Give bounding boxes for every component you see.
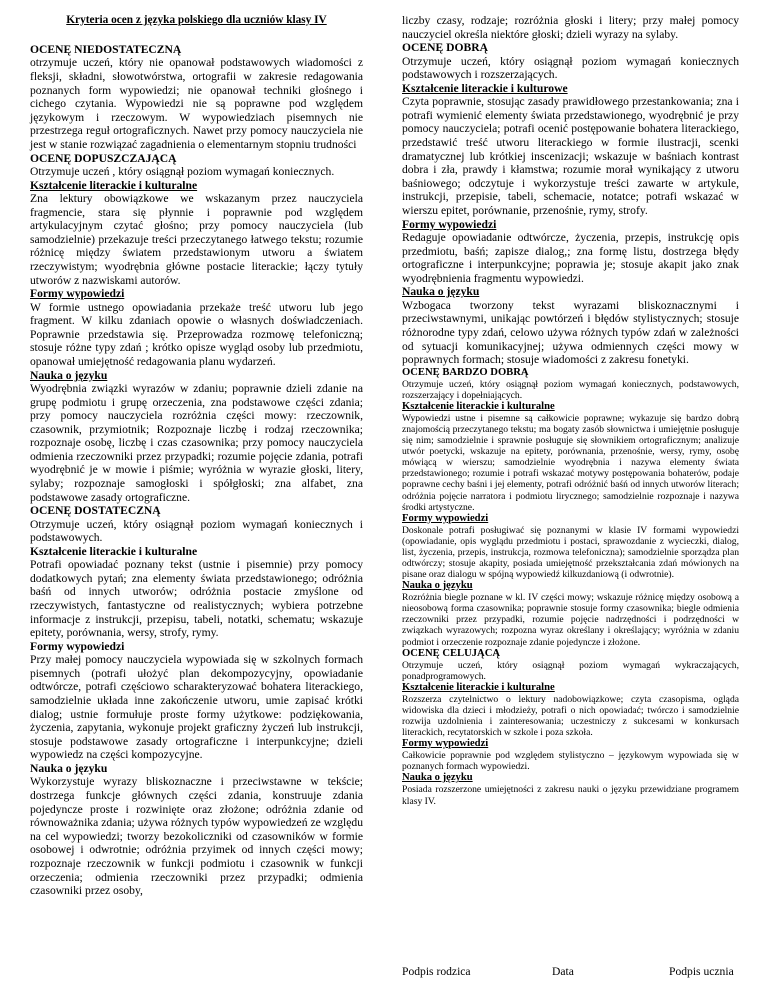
parent-signature-label: Podpis rodzica: [402, 965, 471, 978]
section-heading: Nauka o języku: [402, 285, 480, 299]
section-heading: Nauka o języku: [30, 368, 108, 382]
section-heading: Nauka o języku: [402, 772, 473, 784]
section-text: Przy małej pomocy nauczyciela wypowiada się w szkolnych formach pisemnych (potrafi ułożyć plan dekompozycyjny, opowiadanie odtwórcze, potrafi częściowo scharakteryzować bohatera literackiego, samodzielnie układa inne zakończenie utworu, umie zapisać krótki dialog; ustnie formułuje proste formy użytkowe: podziękowania, życzenia, zapytania, wykonuje projekt graficzny życzeń lub instrukcji, stosuje podstawowe zasady ortograficzne i interpunkcyjne; dzieli wypowiedz na części kompozycyjne.: [30, 653, 363, 762]
grade-satisfactory-text: Otrzymuje uczeń, który osiągnął poziom wymagań koniecznych i podstawowych.: [30, 517, 363, 545]
section-text: Wyodrębnia związki wyrazów w zdaniu; poprawnie dzieli zdanie na grupę podmiotu i grupę orzeczenia, zna podstawowe części zdania; przy pomocy nauczyciela rozróżnia części mowy: rzeczownik, czasownik, przymiotnik; Rozpoznaje liczbę i rodzaj rzeczownika; rozpoznaje osobę, liczbę i czas czasownika; przy pomocy nauczyciela odmienia rzeczowniki przez przypadki; rozumie pojęcie zdania, potrafi wyodrębnić je w mowie i piśmie; wyróżnia w wyrazie głoski, litery, sylaby; rozpoznaje samogłoski i spółgłoski; zna alfabet, zna podstawowe zasady ortograficzne.: [30, 381, 363, 504]
left-column: [30, 14, 363, 898]
right-column: [402, 14, 739, 807]
grade-very-good-heading: OCENĘ BARDZO DOBRĄ: [402, 366, 529, 378]
continued-text: liczby czasy, rodzaje; rozróżnia głoski i litery; przy małej pomocy nauczyciel określa niektóre głoski; dzieli wyrazy na sylaby.: [402, 14, 739, 41]
section-heading: Formy wypowiedzi: [402, 217, 497, 231]
section-heading: Kształcenie literackie i kulturowe: [402, 81, 568, 95]
section-text: Czyta poprawnie, stosując zasady prawidłowego przestankowania; zna i potrafi wymienić elementy świata przedstawionego, wyodrębnić je przy pomocy nauczyciela; potrafi ocenić postępowanie bohatera literackiego, przedstawić treść utworu literackiego w formie ilustracji, scenki dramatycznej lub krótkiej inscenizacji; wskazuje w baśniach kontrast dobra i zła, prawdy i kłamstwa; rozumie morał wynikający z utworu baśniowego; odczytuje i wykorzystuje treści zawarte w artykule, instrukcji, przepisie, tabeli, schemacie, notatce; potrafi wskazać w wierszu epitet, porównanie, przenośnie, rymy, strofy.: [402, 95, 739, 217]
section-text: Posiada rozszerzone umiejętności z zakresu nauki o języku przewidziane programem klasy IV.: [402, 784, 739, 807]
section-heading: Formy wypowiedzi: [30, 287, 125, 301]
grade-excellent-text: Otrzymuje uczeń, który osiągnął poziom wymagań wykraczających, ponadprogramowych.: [402, 659, 739, 682]
section-text: Wykorzystuje wyrazy bliskoznaczne i przeciwstawne w tekście; dostrzega funkcje głównych części zdania, konstruuje zdania pojedyncze proste i rozwinięte oraz złożone; odróżnia zdanie od równoważnika zdania; używa różnych typów wypowiedzeń ze względu na cel wypowiedzi; tworzy bezokoliczniki od czasowników w formie osobowej i odwrotnie; odróżnia przyimek od innych części mowy; rozpoznaje rzeczownik w funkcji podmiotu i czasownik w funkcji orzeczenia; odmienia rzeczowniki przez przypadki; odmienia czasowniki przez osoby,: [30, 775, 363, 898]
grade-sufficient-text: Otrzymuje uczeń , który osiągnął poziom wymagań koniecznych.: [30, 164, 335, 178]
section-text: Rozróżnia biegle poznane w kl. IV części mowy; wskazuje różnicę między osobową a nieosobową forma czasownika; poprawnie stosuje formy czasownika; biegle odmienia rzeczowniki przez przypadki, rozumie pojęcie nadrzędności i podrzędności w związkach wyrazowych; rozpozna wyraz określany i określający; wyróżnia w zdaniu podmiot i orzeczenie rozpoznaje zdanie pojedyncze i złożone.: [402, 592, 739, 648]
section-text: Wzbogaca tworzony tekst wyrazami bliskoznacznymi i przeciwstawnymi, unikając powtórzeń i błędów stylistycznych; stosuje różnorodne typy zdań, celowo używa różnych typów zdań w zależności od sytuacji komunikacyjnej; używa odmiennych części mowy w poprawnych formach; stosuje wiadomości z zakresu fonetyki.: [402, 298, 739, 367]
grade-good-heading: OCENĘ DOBRĄ: [402, 41, 488, 55]
section-heading: Kształcenie literackie i kulturalne: [402, 400, 555, 412]
grade-satisfactory-heading: OCENĘ DOSTATECZNĄ: [30, 504, 161, 518]
section-heading: Formy wypowiedzi: [30, 639, 125, 653]
section-text: Doskonale potrafi posługiwać się poznanymi w klasie IV formami wypowiedzi (opowiadanie, opis wyglądu przedmiotu i postaci, sprawozdanie z wycieczki, dialog, list, życzenia, przepis, instrukcja, rozmowa telefoniczna); samodzielnie sporządza plan odtwórczy; stosuje akapity, posiada umiejętność przekształcania zdań mówionych na pisane oraz dialogu w spójną wypowiedź kilkuzdaniową (i odwrotnie).: [402, 524, 739, 581]
section-text: Redaguje opowiadanie odtwórcze, życzenia, przepis, instrukcję opis przedmiotu, baśń; zapisze dialog,; zna formę listu, dostrzega błędy ortograficzne i interpunkcyjne; poprawia je; stosuje akapit jako znak wyodrębnienia fragmentu wypowiedzi.: [402, 230, 739, 285]
section-heading: Kształcenie literackie i kulturalne: [402, 681, 555, 693]
section-text: Wypowiedzi ustne i pisemne są całkowicie poprawne; wykazuje się bardzo dobrą znajomością przeczytanego tekstu; ma bogaty zasób słownictwa i umiejętnie posługuje się nim; samodzielnie i sprawnie posługuje się słownikiem ortograficznym; analizuje utwór poetycki, wskazuje na epitety, porównania, przenośnie, wersy, rymy, osobę mówiącą w wierszu; samodzielnie wyodrębnia i nazywa elementy świata przedstawionego; rozumie i potrafi wskazać motywy postępowania bohaterów, podaje poprawne cechy baśni i jej elementy, potrafi odróżnić baśń od innych utworów literach; odróżnia pojęcie narratora i podmiotu lirycznego; samodzielnie rozpoznaje i nazywa środki artystyczne.: [402, 412, 739, 513]
page-title: Kryteria ocen z języka polskiego dla uczniów klasy IV: [66, 14, 327, 26]
section-text: W formie ustnego opowiadania przekaże treść utworu lub jego fragment. W kilku zdaniach opowie o własnych doświadczeniach. Poprawnie przedstawia się. Przeprowadza rozmowę telefoniczną; stosuje różne typy zdań ; krótko opisze wygląd osoby lub przedmiotu, opanował umiejętność redagowania planu wydarzeń.: [30, 300, 363, 368]
grade-insufficient-text: otrzymuje uczeń, który nie opanował podstawowych wiadomości z fleksji, składni, słowotwórstwa, ortografii w zakresie redagowania poznanych form wypowiedzi; nie opanował techniki głośnego i cichego czytania. Wypowiedzi nie są poprawne pod względem językowym i rzeczowym. W wypowiedziach pisemnych nie przestrzega reguł ortograficznych. Nawet przy pomocy nauczyciela nie jest w stanie rozwiązać zagadnienia o elementarnym stopniu trudności: [30, 56, 363, 151]
section-heading: Kształcenie literackie i kulturalne: [30, 544, 198, 558]
date-label: Data: [552, 965, 574, 978]
section-heading: Formy wypowiedzi: [402, 512, 489, 524]
student-signature-label: Podpis ucznia: [669, 965, 734, 978]
section-text: Rozszerza czytelnictwo o lektury nadobowiązkowe; czyta czasopisma, ogląda widowiska dla dzieci i młodzieży, potrafi o nich opowiadać; twórczo i samodzielnie rozwija uzdolnienia i zainteresowania; uczestniczy z sukcesami w konkursach literackich, recytatorskich w szkole i poza szkoła.: [402, 693, 739, 739]
grade-good-text: Otrzymuje uczeń, który osiągnął poziom wymagań koniecznych podstawowych i rozszerzających.: [402, 54, 739, 82]
section-heading: Kształcenie literackie i kulturalne: [30, 178, 198, 192]
grade-very-good-text: Otrzymuje uczeń, który osiągnął poziom wymagań koniecznych, podstawowych, rozszerzający i dopełniających.: [402, 378, 739, 401]
section-text: Całkowicie poprawnie pod względem stylistyczno – językowym wypowiada się w poznanych formach wypowiedzi.: [402, 750, 739, 773]
small-print-block: [402, 367, 739, 807]
grade-sufficient-heading: OCENĘ DOPUSZCZAJĄCĄ: [30, 151, 177, 165]
section-heading: Nauka o języku: [402, 580, 473, 592]
section-text: Potrafi opowiadać poznany tekst (ustnie i pisemnie) przy pomocy dodatkowych pytań; zna elementy świata przedstawionego; odróżnia baśń od innych utworów; odróżnia postacie zmyślone od rzeczywistych, fantastyczne od realistycznych; wybiera potrzebne informacje z instrukcji, przepisu, tabeli, notatki, schematu; wskazuje epitety, porównania, wersy, strofy, rymy.: [30, 558, 363, 640]
section-heading: Nauka o języku: [30, 761, 108, 775]
grade-insufficient-heading: OCENĘ NIEDOSTATECZNĄ: [30, 43, 182, 56]
section-text: Zna lektury obowiązkowe we wskazanym przez nauczyciela fragmencie, stara się płynnie i poprawnie pod względem artykulacyjnym czytać głośno; przy pomocy nauczyciela (lub samodzielnie) przekazuje treści przeczytanego łatwego tekstu; rozumie różnicę między światem przedstawionym utworu a światem rzeczywistym; wyodrębnia główne postacie literackie; łączy tytuły utworów z nazwiskami autorów.: [30, 191, 363, 287]
grade-excellent-heading: OCENĘ CELUJĄCĄ: [402, 647, 501, 659]
section-heading: Formy wypowiedzi: [402, 738, 489, 750]
